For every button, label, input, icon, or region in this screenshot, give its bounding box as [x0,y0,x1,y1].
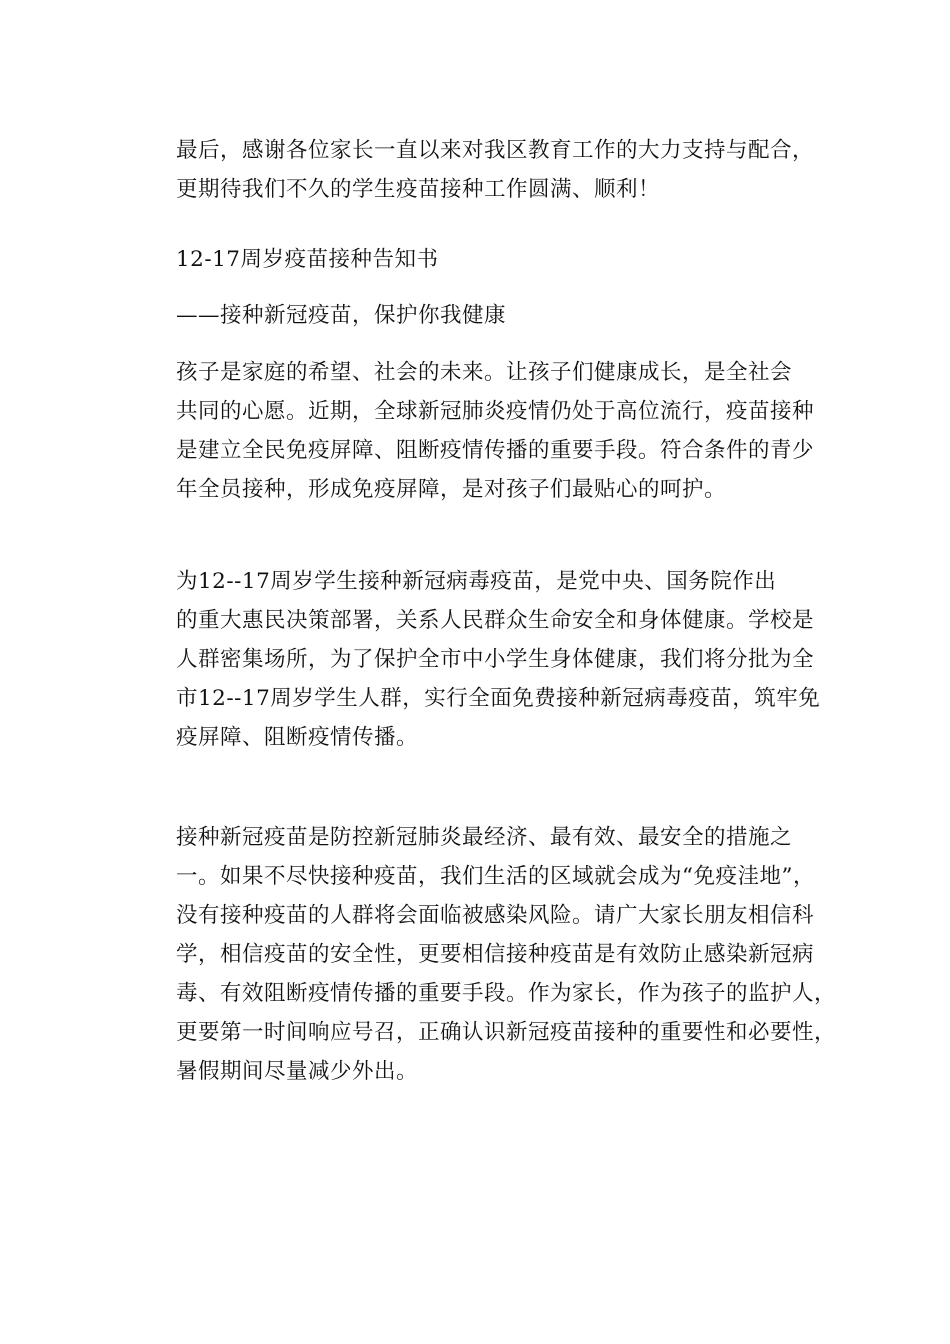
paragraph-line: 是建立全民免疫屏障、阻断疫情传播的重要手段。符合条件的青少 [176,438,815,463]
paragraph-line: 没有接种疫苗的人群将会面临被感染风险。请广大家长朋友相信科 [176,903,815,928]
intro-paragraph [145,353,825,509]
paragraph-line: 毒、有效阻断疫情传播的重要手段。作为家长，作为孩子的监护人， [176,981,837,1006]
paragraph-line: 年全员接种，形成免疫屏障，是对孩子们最贴心的呵护。 [176,477,727,502]
paragraph-line: 更要第一时间响应号召，正确认识新冠疫苗接种的重要性和必要性， [176,1020,837,1045]
paragraph-line: 更期待我们不久的学生疫苗接种工作圆满、顺利！ [176,177,661,202]
paragraph-line: 市12--17周岁学生人群，实行全面免费接种新冠病毒疫苗，筑牢免 [176,686,821,711]
paragraph-line: 接种新冠疫苗是防控新冠肺炎最经济、最有效、最安全的措施之 [176,825,793,850]
paragraph-line: 暑假期间尽量减少外出。 [176,1059,419,1084]
notice-subtitle [145,296,825,335]
notice-subtitle-text: ——接种新冠疫苗，保护你我健康 [176,303,507,328]
paragraph-line: 疫屏障、阻断疫情传播。 [176,725,419,750]
paragraph-line: 学，相信疫苗的安全性，更要相信接种疫苗是有效防止感染新冠病 [176,942,815,967]
policy-paragraph [145,562,825,757]
appeal-paragraph [145,818,837,1091]
paragraph-line: 为12--17周岁学生接种新冠病毒疫苗，是党中央、国务院作出 [176,569,777,594]
closing-paragraph [145,131,825,209]
paragraph-line: 孩子是家庭的希望、社会的未来。让孩子们健康成长，是全社会 [176,360,793,385]
paragraph-line: 的重大惠民决策部署，关系人民群众生命安全和身体健康。学校是 [176,608,815,633]
paragraph-line: 共同的心愿。近期，全球新冠肺炎疫情仍处于高位流行，疫苗接种 [176,399,815,424]
paragraph-line: 人群密集场所，为了保护全市中小学生身体健康，我们将分批为全 [176,647,815,672]
paragraph-line: 一。如果不尽快接种疫苗，我们生活的区域就会成为“免疫洼地”， [176,864,815,889]
notice-title-text: 12-17周岁疫苗接种告知书 [176,247,439,272]
notice-title [145,240,825,279]
paragraph-line: 最后，感谢各位家长一直以来对我区教育工作的大力支持与配合， [176,138,815,163]
